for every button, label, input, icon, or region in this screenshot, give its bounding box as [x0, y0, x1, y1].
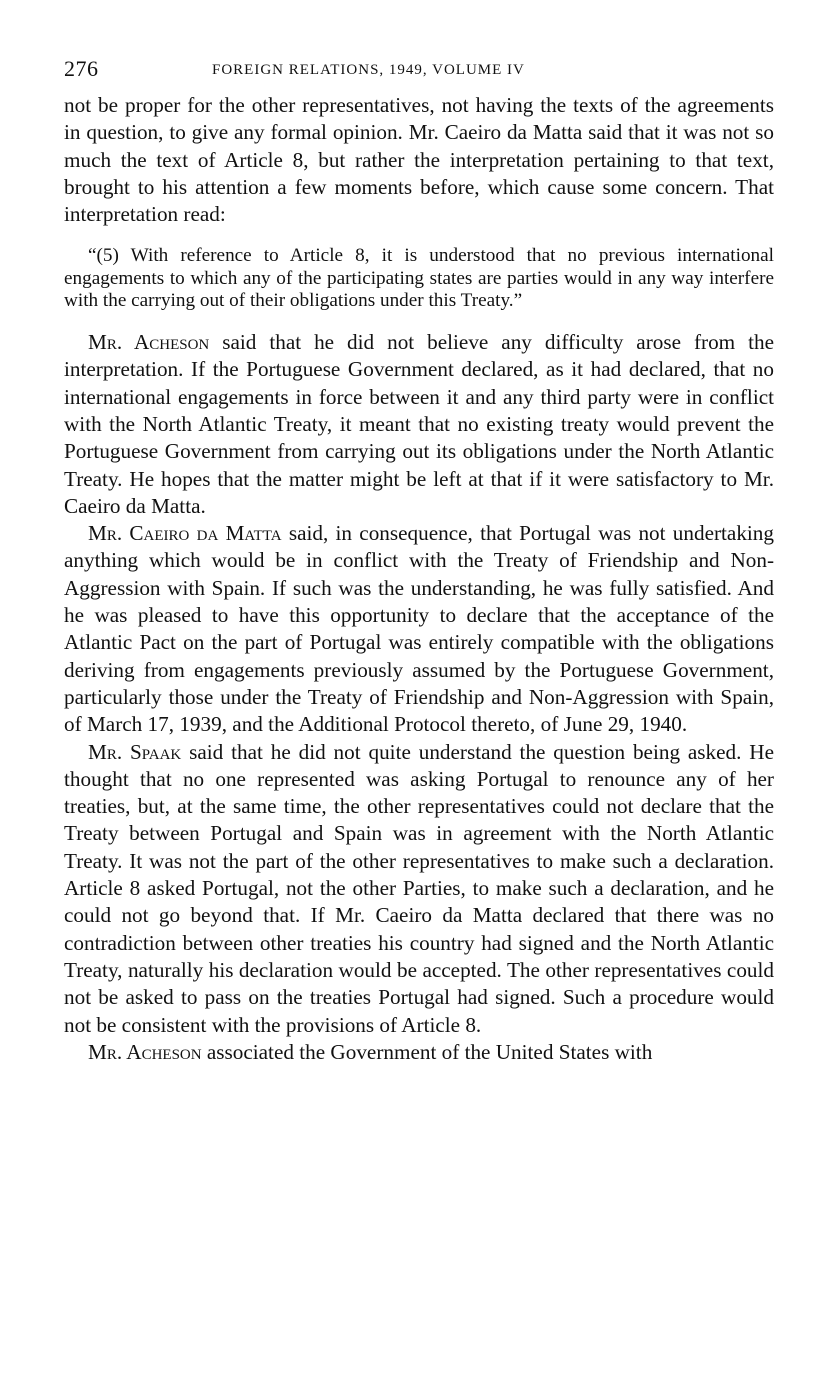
paragraph-acheson-1: [64, 329, 774, 520]
page-number: 276: [64, 56, 99, 81]
block-quote: “(5) With reference to Article 8, it is understood that no previous international engagements to which any of the participating states are parties would in any way interfere with the carrying out of their obligations under this Treaty.”: [64, 245, 774, 311]
paragraph-text: associated the Government of the United States with: [201, 1039, 653, 1064]
paragraph-spaak: [64, 739, 774, 1039]
speaker-name: Mr. Spaak: [88, 739, 182, 764]
paragraph-text: said that he did not quite understand the question being asked. He thought that no one represented was asking Portugal to renounce any of her treaties, but, at the same time, the other representatives could not declare that the Treaty between Portugal and Spain was in agreement with the North Atlantic Treaty. It was not the part of the other representatives to make such a declaration. Article 8 asked Portugal, not the other Parties, to make such a declaration, and he could not go beyond that. If Mr. Caeiro da Matta declared that there was no contradiction between other treaties his country had signed and the North Atlantic Treaty, naturally his declaration would be accepted. The other representatives could not be asked to pass on the treaties Portugal had signed. Such a procedure would not be consistent with the provisions of Article 8.: [64, 739, 775, 1037]
speaker-name: Mr. Caeiro da Matta: [88, 521, 282, 546]
speaker-name: Mr. Acheson: [88, 330, 210, 355]
paragraph-acheson-2: [64, 1039, 774, 1066]
paragraph-continuation: not be proper for the other representatives, not having the texts of the agreements in question, to give any formal opinion. Mr. Caeiro da Matta said that it was not so much the text of Article 8, but rather the interpretation pertaining to that text, brought to his attention a few moments before, which cause some concern. That interpretation read:: [64, 93, 774, 227]
page-header: [64, 52, 774, 92]
document-page: [64, 52, 774, 1066]
speaker-name: Mr. Acheson: [88, 1039, 202, 1064]
paragraph-text: said that he did not believe any difficulty arose from the interpretation. If the Portuguese Government declared, as it had declared, that no international engagements in force between it and any third party were in conflict with the North Atlantic Treaty, it meant that no existing treaty would prevent the Portuguese Government from carrying out its obligations under the North Atlantic Treaty. He hopes that the matter might be left at that if it were satisfactory to Mr. Caeiro da Matta.: [64, 330, 775, 518]
running-head: FOREIGN RELATIONS, 1949, VOLUME IV: [212, 62, 525, 78]
paragraph-caeiro-da-matta: [64, 520, 774, 738]
paragraph-text: said, in consequence, that Portugal was not undertaking anything which would be in conflict with the Treaty of Friendship and Non-Aggression with Spain. If such was the understanding, he was fully satisfied. And he was pleased to have this opportunity to declare that the acceptance of the Atlantic Pact on the part of Portugal was entirely compatible with the obligations deriving from engagements previously assumed by the Portuguese Government, particularly those under the Treaty of Friendship and Non-Aggression with Spain, of March 17, 1939, and the Additional Protocol thereto, of June 29, 1940.: [64, 521, 774, 737]
